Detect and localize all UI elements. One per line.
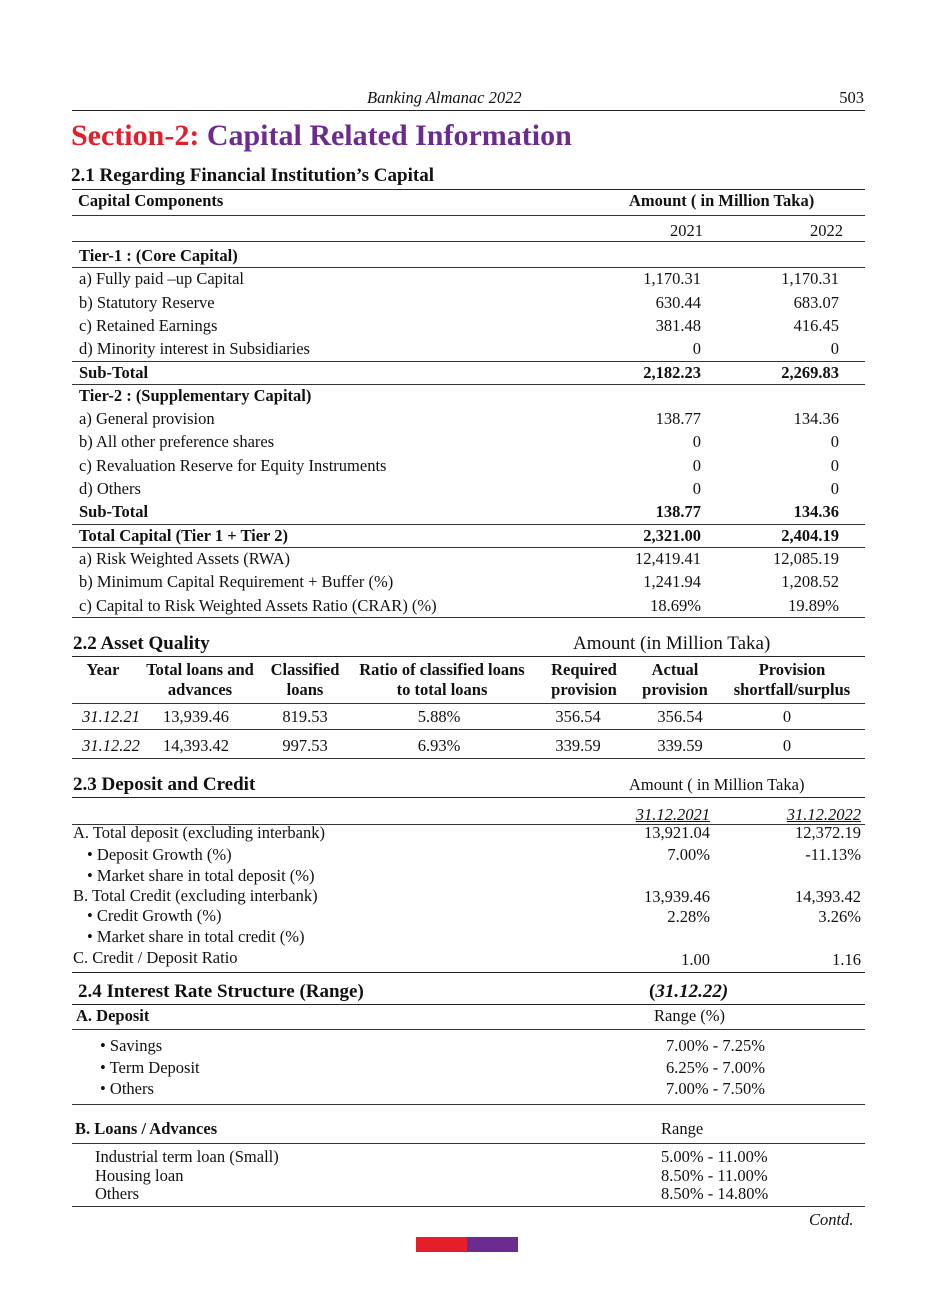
section-title — [71, 118, 572, 154]
deposit-date-2022: 31.12.2022 — [786, 805, 861, 824]
dc-row-2021: 1.00 — [681, 950, 710, 969]
capital-row-2021: 1,170.31 — [643, 269, 701, 289]
aq-cell: 0 — [782, 707, 792, 726]
capital-row-label: a) Fully paid –up Capital — [79, 269, 244, 289]
aq-cell: 6.93% — [417, 736, 461, 755]
capital-row-rule — [72, 524, 865, 525]
aq-col-header-line1: Ratio of classified loans — [359, 660, 525, 679]
dc-row-label: • Market share in total credit (%) — [87, 927, 305, 946]
capital-row-2022: 134.36 — [793, 502, 839, 522]
capital-heading: 2.1 Regarding Financial Institution’s Capital — [71, 165, 434, 186]
capital-row-2022: 12,085.19 — [773, 548, 839, 568]
aq-cell: 339.59 — [555, 736, 601, 755]
capital-row-2022: 416.45 — [793, 315, 839, 335]
capital-row-rule — [72, 617, 865, 618]
interest-top-rule — [72, 1004, 865, 1005]
deposit-rate-label: • Others — [100, 1079, 154, 1098]
capital-row-label: d) Others — [79, 479, 141, 498]
capital-top-rule — [72, 189, 865, 190]
capital-row-2021: 630.44 — [655, 292, 701, 312]
capital-row-2022: 0 — [830, 432, 839, 452]
capital-row-rule — [72, 361, 865, 362]
dc-row-2021: 13,939.46 — [644, 887, 710, 906]
capital-row-2021: 0 — [692, 339, 701, 359]
capital-row-2021: 0 — [692, 455, 701, 475]
dc-row-2021: 7.00% — [667, 845, 710, 864]
aq-row-rule — [72, 758, 865, 759]
loan-rate-label: Industrial term loan (Small) — [95, 1147, 279, 1166]
loan-rate-range: 5.00% - 11.00% — [661, 1147, 768, 1166]
capital-row-label: Tier-1 : (Core Capital) — [79, 246, 238, 265]
deposit-section-bottom-rule — [72, 1104, 865, 1105]
capital-row-label: Total Capital (Tier 1 + Tier 2) — [79, 525, 288, 545]
capital-row-2021: 1,241.94 — [643, 572, 701, 592]
capital-row-2021: 12,419.41 — [635, 548, 701, 568]
asset-top-rule — [72, 656, 865, 657]
interest-date — [649, 981, 728, 1003]
dc-row-label: • Market share in total deposit (%) — [87, 866, 315, 885]
section-prefix: Section-2: — [71, 119, 200, 152]
capital-row-label: Tier-2 : (Supplementary Capital) — [79, 385, 312, 405]
capital-row-2022: 134.36 — [793, 409, 839, 429]
loans-bottom-rule — [72, 1206, 865, 1207]
page-number: 503 — [839, 88, 864, 107]
dc-row-2022: 14,393.42 — [795, 887, 861, 906]
aq-col-header-line1: Provision — [758, 660, 826, 679]
asset-quality-heading: 2.2 Asset Quality — [73, 633, 210, 654]
aq-cell: 0 — [782, 736, 792, 755]
capital-row-2022: 1,208.52 — [781, 572, 839, 592]
interest-date-value: 31.12.22) — [655, 981, 729, 1002]
capital-row-label: c) Revaluation Reserve for Equity Instruments — [79, 455, 387, 475]
deposit-bottom-rule — [72, 972, 865, 973]
aq-cell: 356.54 — [657, 707, 703, 726]
aq-cell: 14,393.42 — [163, 736, 229, 755]
dc-row-2022: -11.13% — [805, 845, 861, 864]
aq-col-header-line1: Total loans and — [146, 660, 254, 679]
aq-cell: 997.53 — [282, 736, 328, 755]
interest-date-open: ( — [649, 981, 656, 1002]
aq-col-header-line1: Year — [86, 660, 120, 679]
capital-year-2021: 2021 — [670, 221, 703, 240]
loan-rate-label: Housing loan — [95, 1165, 184, 1185]
capital-row-label: d) Minority interest in Subsidiaries — [79, 339, 310, 359]
aq-cell: 13,939.46 — [163, 707, 229, 726]
capital-row-label: a) General provision — [79, 409, 215, 429]
loans-label: B. Loans / Advances — [75, 1119, 218, 1138]
capital-row-2022: 2,404.19 — [781, 525, 839, 545]
aq-col-header-line2: shortfall/surplus — [733, 680, 851, 699]
deposit-rate-label: • Savings — [100, 1036, 163, 1055]
aq-col-header-line1: Classified — [270, 660, 340, 679]
deposit-rate-range: 6.25% - 7.00% — [666, 1057, 765, 1077]
deposit-credit-heading: 2.3 Deposit and Credit — [73, 774, 256, 795]
aq-col-header-line2: to total loans — [396, 680, 488, 699]
capital-row-2022: 2,269.83 — [781, 362, 839, 382]
dc-row-label: B. Total Credit (excluding interbank) — [73, 886, 318, 905]
interest-heading: 2.4 Interest Rate Structure (Range) — [78, 981, 364, 1002]
capital-row-rule — [72, 547, 865, 548]
asset-header-rule — [72, 703, 865, 704]
footer-red-bar — [416, 1237, 467, 1252]
capital-row-label: b) Statutory Reserve — [79, 292, 215, 312]
dc-row-2021: 2.28% — [667, 907, 710, 926]
aq-col-header-line1: Actual — [651, 660, 699, 679]
capital-row-label: c) Retained Earnings — [79, 315, 218, 335]
capital-header-rule — [72, 215, 865, 216]
deposit-top-rule — [72, 797, 865, 798]
aq-col-header-line2: provision — [551, 680, 617, 699]
footer-purple-bar — [467, 1237, 518, 1252]
capital-row-label: b) All other preference shares — [79, 432, 275, 452]
dc-row-2021: 13,921.04 — [644, 823, 710, 842]
deposit-credit-amount-note: Amount ( in Million Taka) — [629, 775, 805, 794]
dc-row-2022: 12,372.19 — [795, 823, 861, 842]
aq-col-header-line2: provision — [642, 680, 708, 699]
capital-row-2021: 138.77 — [655, 502, 701, 522]
capital-row-2022: 19.89% — [788, 595, 839, 615]
aq-cell: 5.88% — [417, 707, 461, 726]
aq-row-rule — [72, 729, 865, 730]
capital-row-label: Sub-Total — [79, 502, 149, 522]
loan-rate-range: 8.50% - 11.00% — [661, 1165, 768, 1185]
capital-components-header: Capital Components — [78, 191, 224, 210]
capital-row-label: Sub-Total — [79, 362, 149, 382]
aq-cell: 339.59 — [657, 736, 703, 755]
aq-cell: 356.54 — [555, 707, 601, 726]
capital-amount-header: Amount ( in Million Taka) — [629, 191, 815, 210]
capital-row-rule — [72, 384, 865, 385]
loans-label-rule — [72, 1143, 865, 1144]
header-rule — [72, 110, 865, 111]
capital-row-2022: 683.07 — [793, 292, 839, 312]
capital-row-2021: 138.77 — [655, 409, 701, 429]
contd-note: Contd. — [809, 1210, 854, 1229]
deposit-range-label: Range (%) — [654, 1006, 726, 1025]
deposit-rate-label: • Term Deposit — [100, 1057, 200, 1077]
capital-row-2022: 0 — [830, 455, 839, 475]
capital-row-2021: 0 — [692, 479, 701, 498]
aq-cell: 31.12.22 — [82, 736, 140, 755]
loan-rate-label: Others — [95, 1184, 139, 1203]
capital-row-2021: 2,321.00 — [643, 525, 701, 545]
capital-row-label: c) Capital to Risk Weighted Assets Ratio (CRAR) (%) — [79, 595, 437, 615]
dc-row-2022: 3.26% — [818, 907, 861, 926]
asset-quality-amount-note: Amount (in Million Taka) — [573, 633, 771, 654]
dc-row-label: C. Credit / Deposit Ratio — [73, 948, 238, 967]
deposit-date-2021: 31.12.2021 — [635, 805, 710, 824]
aq-cell: 31.12.21 — [82, 707, 140, 726]
capital-row-2021: 0 — [692, 432, 701, 452]
capital-row-label: b) Minimum Capital Requirement + Buffer (%) — [79, 572, 394, 592]
section-name: Capital Related Information — [206, 119, 572, 152]
dc-row-label: • Deposit Growth (%) — [87, 845, 232, 864]
capital-year-2022: 2022 — [810, 221, 843, 240]
aq-cell: 819.53 — [282, 707, 328, 726]
capital-row-2022: 0 — [830, 479, 839, 498]
deposit-rate-range: 7.00% - 7.25% — [666, 1036, 765, 1055]
aq-col-header-line2: loans — [286, 680, 324, 699]
loans-range-label: Range — [661, 1119, 704, 1138]
capital-row-2021: 2,182.23 — [643, 362, 701, 382]
dc-row-label: • Credit Growth (%) — [87, 906, 222, 925]
dc-row-2022: 1.16 — [832, 950, 861, 969]
aq-col-header-line1: Required — [551, 660, 617, 679]
capital-years-rule — [72, 241, 865, 242]
capital-row-2021: 381.48 — [655, 315, 701, 335]
aq-col-header-line2: advances — [167, 680, 233, 699]
dc-row-label: A. Total deposit (excluding interbank) — [73, 823, 325, 842]
running-title: Banking Almanac 2022 — [367, 88, 522, 107]
capital-row-rule — [72, 267, 865, 268]
deposit-rate-range: 7.00% - 7.50% — [666, 1079, 765, 1098]
capital-row-2022: 1,170.31 — [781, 269, 839, 289]
capital-row-2021: 18.69% — [650, 595, 701, 615]
loan-rate-range: 8.50% - 14.80% — [661, 1184, 769, 1203]
capital-row-label: a) Risk Weighted Assets (RWA) — [79, 548, 291, 568]
capital-row-2022: 0 — [830, 339, 839, 359]
deposit-label-rule — [72, 1029, 865, 1030]
deposit-label: A. Deposit — [76, 1006, 150, 1025]
